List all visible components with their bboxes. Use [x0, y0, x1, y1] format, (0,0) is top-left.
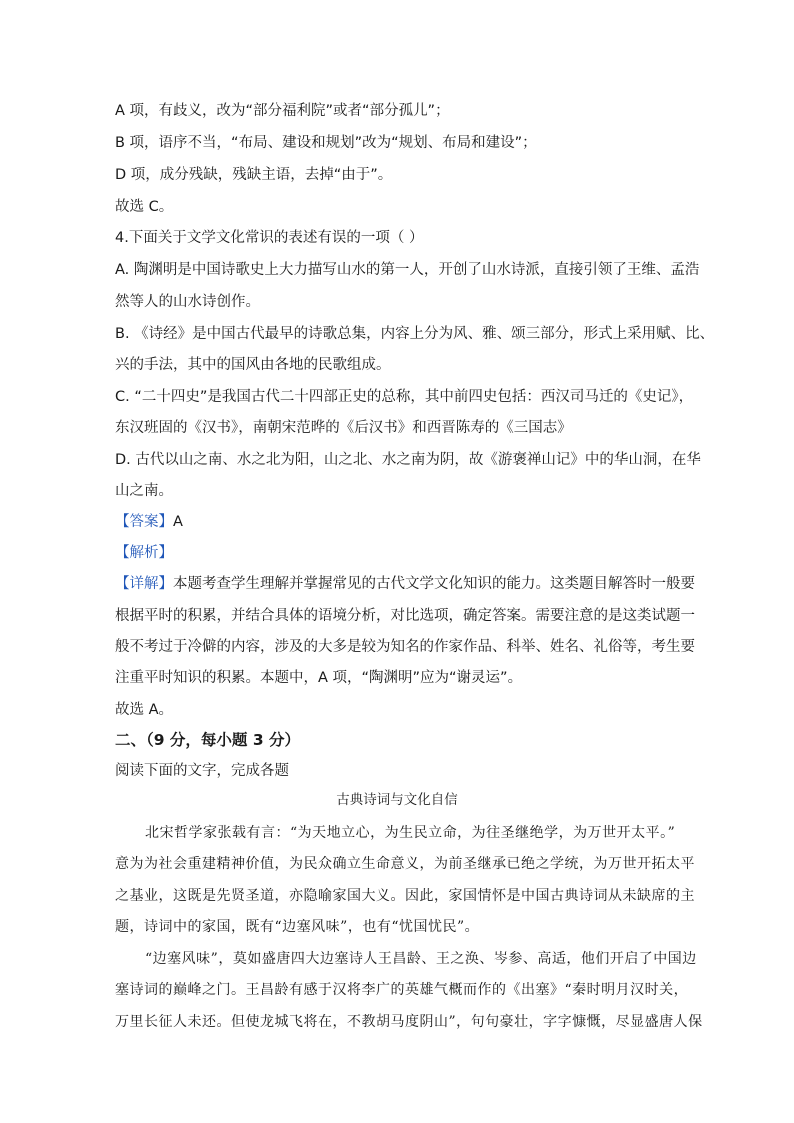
passage-title: 古典诗词与文化自信 — [336, 792, 458, 808]
passage-line: 北宋哲学家张载有言：“为天地立心，为生民立命，为往圣继绝学，为万世开太平。” — [145, 825, 676, 841]
option-a: A. 陶渊明是中国诗歌史上大力描写山水的第一人，开创了山水诗派，直接引领了王维、孟浩 — [115, 262, 700, 278]
text-line: B 项，语序不当，“布局、建设和规划”改为“规划、布局和建设”； — [115, 135, 537, 151]
detail-line: 根据平时的积累，并结合具体的语境分析，对比选项，确定答案。需要注意的是这类试题一 — [115, 608, 695, 624]
analysis-label: 【解析】 — [115, 545, 173, 561]
analysis-line — [115, 543, 173, 563]
option-d-cont: 山之南。 — [115, 483, 173, 499]
option-b-cont: 兴的手法，其中的国风由各地的民歌组成。 — [115, 357, 391, 373]
text-line: D 项，成分残缺，残缺主语，去掉“由于”。 — [115, 167, 393, 183]
passage-line: 题，诗词中的家国，既有“边塞风味”，也有“忧国忧民”。 — [115, 919, 480, 935]
passage-line: “边塞风味”，莫如盛唐四大边塞诗人王昌龄、王之涣、岑参、高适，他们开启了中国边 — [145, 951, 697, 967]
passage-line: 万里长征人未还。但使龙城飞将在，不教胡马度阴山”，句句豪壮，字字慷慨，尽显盛唐人保 — [115, 1014, 703, 1030]
answer-value: A — [173, 514, 183, 530]
option-a-cont: 然等人的山水诗创作。 — [115, 294, 260, 310]
conclusion-line: 故选 A。 — [115, 702, 174, 718]
question-stem: 4.下面关于文学文化常识的表述有误的一项（ ） — [115, 230, 424, 246]
passage-line: 意为为社会重建精神价值，为民众确立生命意义，为前圣继承已绝之学统，为万世开拓太平 — [115, 856, 695, 872]
option-c: C. “二十四史”是我国古代二十四部正史的总称，其中前四史包括：西汉司马迁的《史记》， — [115, 389, 694, 405]
detail-line: 注重平时知识的积累。本题中，A 项，“陶渊明”应为“谢灵运”。 — [115, 670, 523, 686]
instruction-line: 阅读下面的文字，完成各题 — [115, 763, 289, 779]
detail-line: 般不考过于冷僻的内容，涉及的大多是较为知名的作家作品、科举、姓名、礼俗等，考生要 — [115, 639, 695, 655]
answer-label: 【答案】 — [115, 514, 173, 530]
option-b: B. 《诗经》是中国古代最早的诗歌总集，内容上分为风、雅、颂三部分，形式上采用赋、比、 — [115, 326, 715, 342]
passage-line: 之基业，这既是先贤圣道，亦隐喻家国大义。因此，家国情怀是中国古典诗词从未缺席的主 — [115, 888, 695, 904]
detail-text: 本题考查学生理解并掌握常见的古代文学文化知识的能力。这类题目解答时一般要 — [173, 576, 695, 592]
text-line: 故选 C。 — [115, 199, 174, 215]
detail-line — [115, 574, 695, 594]
passage-line: 塞诗词的巅峰之门。王昌龄有感于汉将李广的英雄气概而作的《出塞》“秦时明月汉时关， — [115, 982, 689, 998]
answer-line — [115, 512, 183, 532]
detail-label: 【详解】 — [115, 576, 173, 592]
option-d: D. 古代以山之南、水之北为阳，山之北、水之南为阴，故《游褒禅山记》中的华山洞，在华 — [115, 452, 701, 468]
option-c-cont: 东汉班固的《汉书》，南朝宋范晔的《后汉书》和西晋陈寿的《三国志》 — [115, 420, 572, 436]
section-header: 二、（9 分，每小题 3 分） — [115, 731, 301, 749]
text-line: A 项，有歧义，改为“部分福利院”或者“部分孤儿”； — [115, 103, 450, 119]
